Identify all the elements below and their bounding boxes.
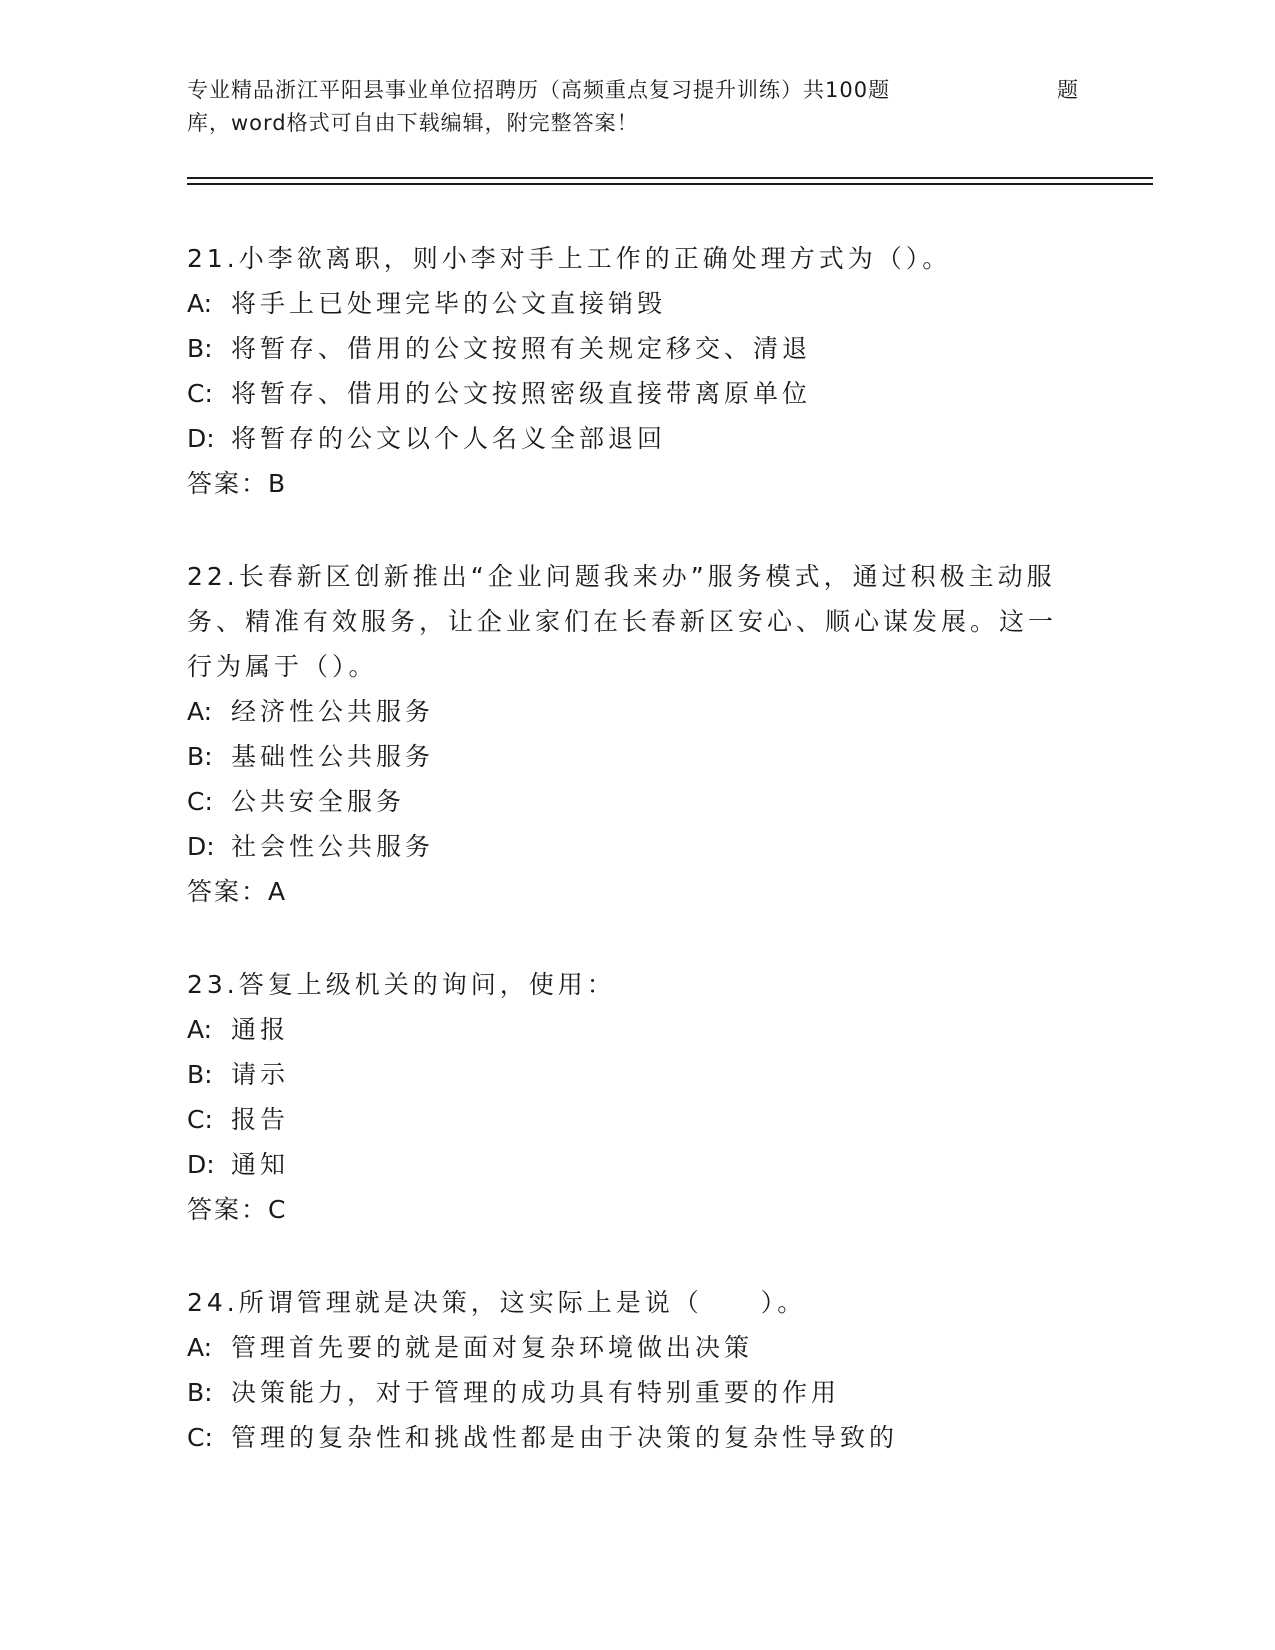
header-divider-top (187, 177, 1153, 179)
option-label: D: (187, 1150, 215, 1179)
option-text: 社会性公共服务 (231, 832, 435, 861)
option-label: C: (187, 1105, 213, 1134)
document-header (187, 74, 1087, 140)
option-text: 报告 (231, 1105, 290, 1134)
header-line-2: 库，word格式可自由下载编辑，附完整答案！ (187, 111, 639, 135)
option-text: 将手上已处理完毕的公文直接销毁 (231, 289, 667, 318)
option-label: D: (187, 832, 215, 861)
option-label: D: (187, 424, 215, 453)
answer-line: 答案：B (187, 469, 288, 498)
option-c (187, 371, 1087, 416)
header-divider-bottom (187, 183, 1153, 185)
option-label: A: (187, 1333, 213, 1362)
option-label: C: (187, 1423, 213, 1452)
option-a (187, 1007, 1087, 1052)
question-stem: 21.小李欲离职，则小李对手上工作的正确处理方式为（）。 (187, 244, 952, 273)
option-text: 公共安全服务 (231, 787, 406, 816)
option-text: 决策能力，对于管理的成功具有特别重要的作用 (231, 1378, 841, 1407)
option-c (187, 1097, 1087, 1142)
option-label: B: (187, 334, 213, 363)
option-text: 管理首先要的就是面对复杂环境做出决策 (231, 1333, 754, 1362)
question-21 (187, 236, 1087, 506)
option-d (187, 824, 1087, 869)
option-a (187, 281, 1087, 326)
option-a (187, 689, 1087, 734)
option-a (187, 1325, 1087, 1370)
option-text: 请示 (231, 1060, 290, 1089)
question-23 (187, 962, 1087, 1232)
question-stem: 24.所谓管理就是决策，这实际上是说（ ）。 (187, 1288, 807, 1317)
option-b (187, 1370, 1087, 1415)
option-d (187, 1142, 1087, 1187)
option-c (187, 779, 1087, 824)
option-label: A: (187, 697, 213, 726)
answer-line: 答案：A (187, 877, 288, 906)
option-label: B: (187, 1060, 213, 1089)
question-stem: 22.长春新区创新推出“企业问题我来办”服务模式，通过积极主动服务、精准有效服务，让企业家们在长春新区安心、顺心谋发展。这一行为属于（）。 (187, 562, 1058, 681)
header-line-1 (187, 74, 1087, 107)
option-label: A: (187, 1015, 213, 1044)
question-22 (187, 554, 1087, 914)
question-list (187, 236, 1087, 1508)
option-b (187, 734, 1087, 779)
header-title: 专业精品浙江平阳县事业单位招聘历（高频重点复习提升训练）共100题 (187, 78, 891, 102)
option-d (187, 416, 1087, 461)
question-stem: 23.答复上级机关的询问，使用： (187, 970, 616, 999)
option-c (187, 1415, 1087, 1460)
option-text: 将暂存的公文以个人名义全部退回 (231, 424, 667, 453)
option-b (187, 326, 1087, 371)
option-text: 基础性公共服务 (231, 742, 435, 771)
option-label: C: (187, 787, 213, 816)
option-label: A: (187, 289, 213, 318)
question-24 (187, 1280, 1087, 1460)
option-label: C: (187, 379, 213, 408)
option-label: B: (187, 1378, 213, 1407)
option-b (187, 1052, 1087, 1097)
option-text: 经济性公共服务 (231, 697, 435, 726)
option-text: 通知 (231, 1150, 290, 1179)
option-text: 将暂存、借用的公文按照有关规定移交、清退 (231, 334, 812, 363)
header-title-overflow: 题 (1057, 78, 1079, 102)
answer-line: 答案：C (187, 1195, 288, 1224)
option-text: 将暂存、借用的公文按照密级直接带离原单位 (231, 379, 812, 408)
option-text: 管理的复杂性和挑战性都是由于决策的复杂性导致的 (231, 1423, 899, 1452)
option-text: 通报 (231, 1015, 290, 1044)
option-label: B: (187, 742, 213, 771)
